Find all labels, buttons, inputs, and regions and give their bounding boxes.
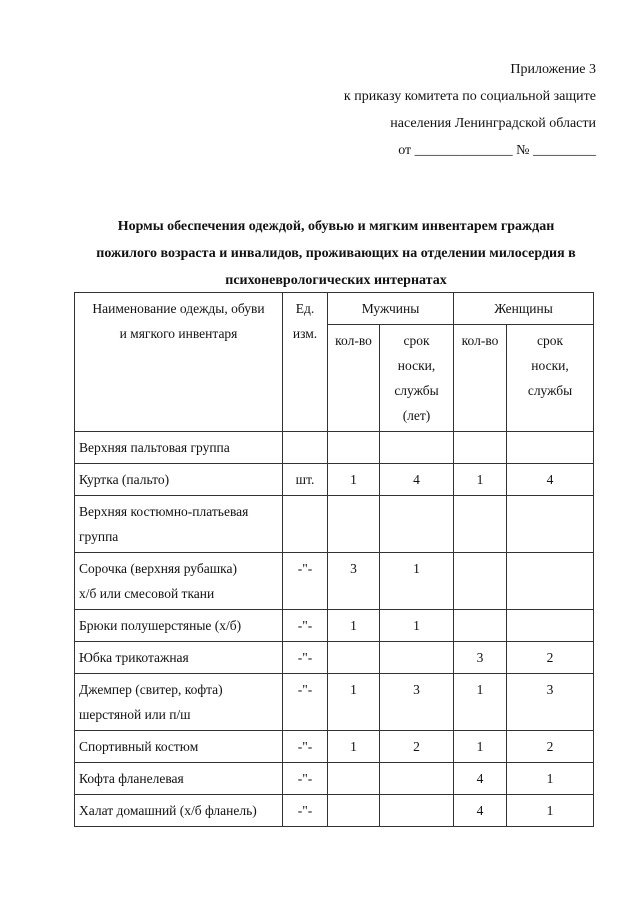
men-term-cell — [380, 496, 454, 553]
women-qty-cell — [454, 432, 507, 464]
header-women: Женщины — [454, 293, 594, 325]
item-name-cell: Верхняя пальтовая группа — [75, 432, 283, 464]
order-date-number: от ______________ № _________ — [398, 143, 596, 158]
women-qty-cell: 1 — [454, 464, 507, 496]
women-qty-cell — [454, 553, 507, 610]
women-term-cell: 2 — [507, 731, 594, 763]
header-unit: Ед. изм. — [283, 293, 328, 432]
table-row — [75, 642, 594, 674]
unit-cell: -"- — [283, 610, 328, 642]
header-men-qty: кол-во — [328, 325, 380, 432]
title-line: пожилого возраста и инвалидов, проживающих на отделении милосердия в — [96, 246, 576, 261]
header-men-term: срок носки, службы (лет) — [380, 325, 454, 432]
table-header-row — [75, 293, 594, 325]
table-row — [75, 496, 594, 553]
men-term-cell — [380, 795, 454, 827]
men-term-cell: 4 — [380, 464, 454, 496]
norms-table — [74, 292, 594, 827]
table-row — [75, 795, 594, 827]
unit-cell: -"- — [283, 795, 328, 827]
women-qty-cell: 3 — [454, 642, 507, 674]
men-term-cell — [380, 432, 454, 464]
men-term-cell — [380, 642, 454, 674]
item-name-cell: Спортивный костюм — [75, 731, 283, 763]
women-term-cell — [507, 432, 594, 464]
men-qty-cell — [328, 795, 380, 827]
women-term-cell: 1 — [507, 795, 594, 827]
title-line: Нормы обеспечения одеждой, обувью и мягким инвентарем граждан — [117, 219, 555, 234]
women-term-cell — [507, 553, 594, 610]
men-qty-cell: 3 — [328, 553, 380, 610]
unit-cell: -"- — [283, 731, 328, 763]
men-term-cell: 1 — [380, 610, 454, 642]
men-qty-cell: 1 — [328, 610, 380, 642]
unit-cell: -"- — [283, 763, 328, 795]
unit-cell — [283, 432, 328, 464]
unit-cell: шт. — [283, 464, 328, 496]
women-qty-cell — [454, 496, 507, 553]
committee-name: населения Ленинградской области — [390, 116, 596, 131]
table-row — [75, 464, 594, 496]
table-row — [75, 674, 594, 731]
title-line: психоневрологических интернатах — [225, 273, 447, 288]
women-qty-cell — [454, 610, 507, 642]
table-body — [75, 432, 594, 827]
table-row — [75, 731, 594, 763]
women-term-cell: 2 — [507, 642, 594, 674]
item-name-cell: Кофта фланелевая — [75, 763, 283, 795]
men-qty-cell: 1 — [328, 674, 380, 731]
header-women-term: срок носки, службы — [507, 325, 594, 432]
men-qty-cell: 1 — [328, 464, 380, 496]
unit-cell: -"- — [283, 553, 328, 610]
item-name-cell: Юбка трикотажная — [75, 642, 283, 674]
women-term-cell: 3 — [507, 674, 594, 731]
men-qty-cell — [328, 642, 380, 674]
men-term-cell — [380, 763, 454, 795]
table-row — [75, 432, 594, 464]
men-term-cell: 3 — [380, 674, 454, 731]
men-term-cell: 1 — [380, 553, 454, 610]
appendix-number: Приложение 3 — [510, 62, 596, 77]
unit-cell: -"- — [283, 674, 328, 731]
unit-cell: -"- — [283, 642, 328, 674]
header-men: Мужчины — [328, 293, 454, 325]
women-qty-cell: 4 — [454, 763, 507, 795]
men-term-cell: 2 — [380, 731, 454, 763]
women-term-cell — [507, 610, 594, 642]
item-name-cell: Халат домашний (х/б фланель) — [75, 795, 283, 827]
table-row — [75, 763, 594, 795]
header-item-name: Наименование одежды, обуви и мягкого инвентаря — [75, 293, 283, 432]
document-header — [176, 56, 596, 164]
table-row — [75, 553, 594, 610]
women-qty-cell: 1 — [454, 731, 507, 763]
unit-cell — [283, 496, 328, 553]
item-name-cell: Брюки полушерстяные (х/б) — [75, 610, 283, 642]
item-name-cell: Сорочка (верхняя рубашка) х/б или смесовой ткани — [75, 553, 283, 610]
women-qty-cell: 4 — [454, 795, 507, 827]
header-women-qty: кол-во — [454, 325, 507, 432]
men-qty-cell — [328, 763, 380, 795]
women-term-cell: 4 — [507, 464, 594, 496]
item-name-cell: Верхняя костюмно-платьевая группа — [75, 496, 283, 553]
item-name-cell: Джемпер (свитер, кофта) шерстяной или п/ш — [75, 674, 283, 731]
men-qty-cell — [328, 496, 380, 553]
women-term-cell: 1 — [507, 763, 594, 795]
women-qty-cell: 1 — [454, 674, 507, 731]
men-qty-cell — [328, 432, 380, 464]
table-row — [75, 610, 594, 642]
item-name-cell: Куртка (пальто) — [75, 464, 283, 496]
men-qty-cell: 1 — [328, 731, 380, 763]
document-title — [74, 213, 598, 294]
women-term-cell — [507, 496, 594, 553]
order-reference: к приказу комитета по социальной защите — [343, 89, 596, 104]
